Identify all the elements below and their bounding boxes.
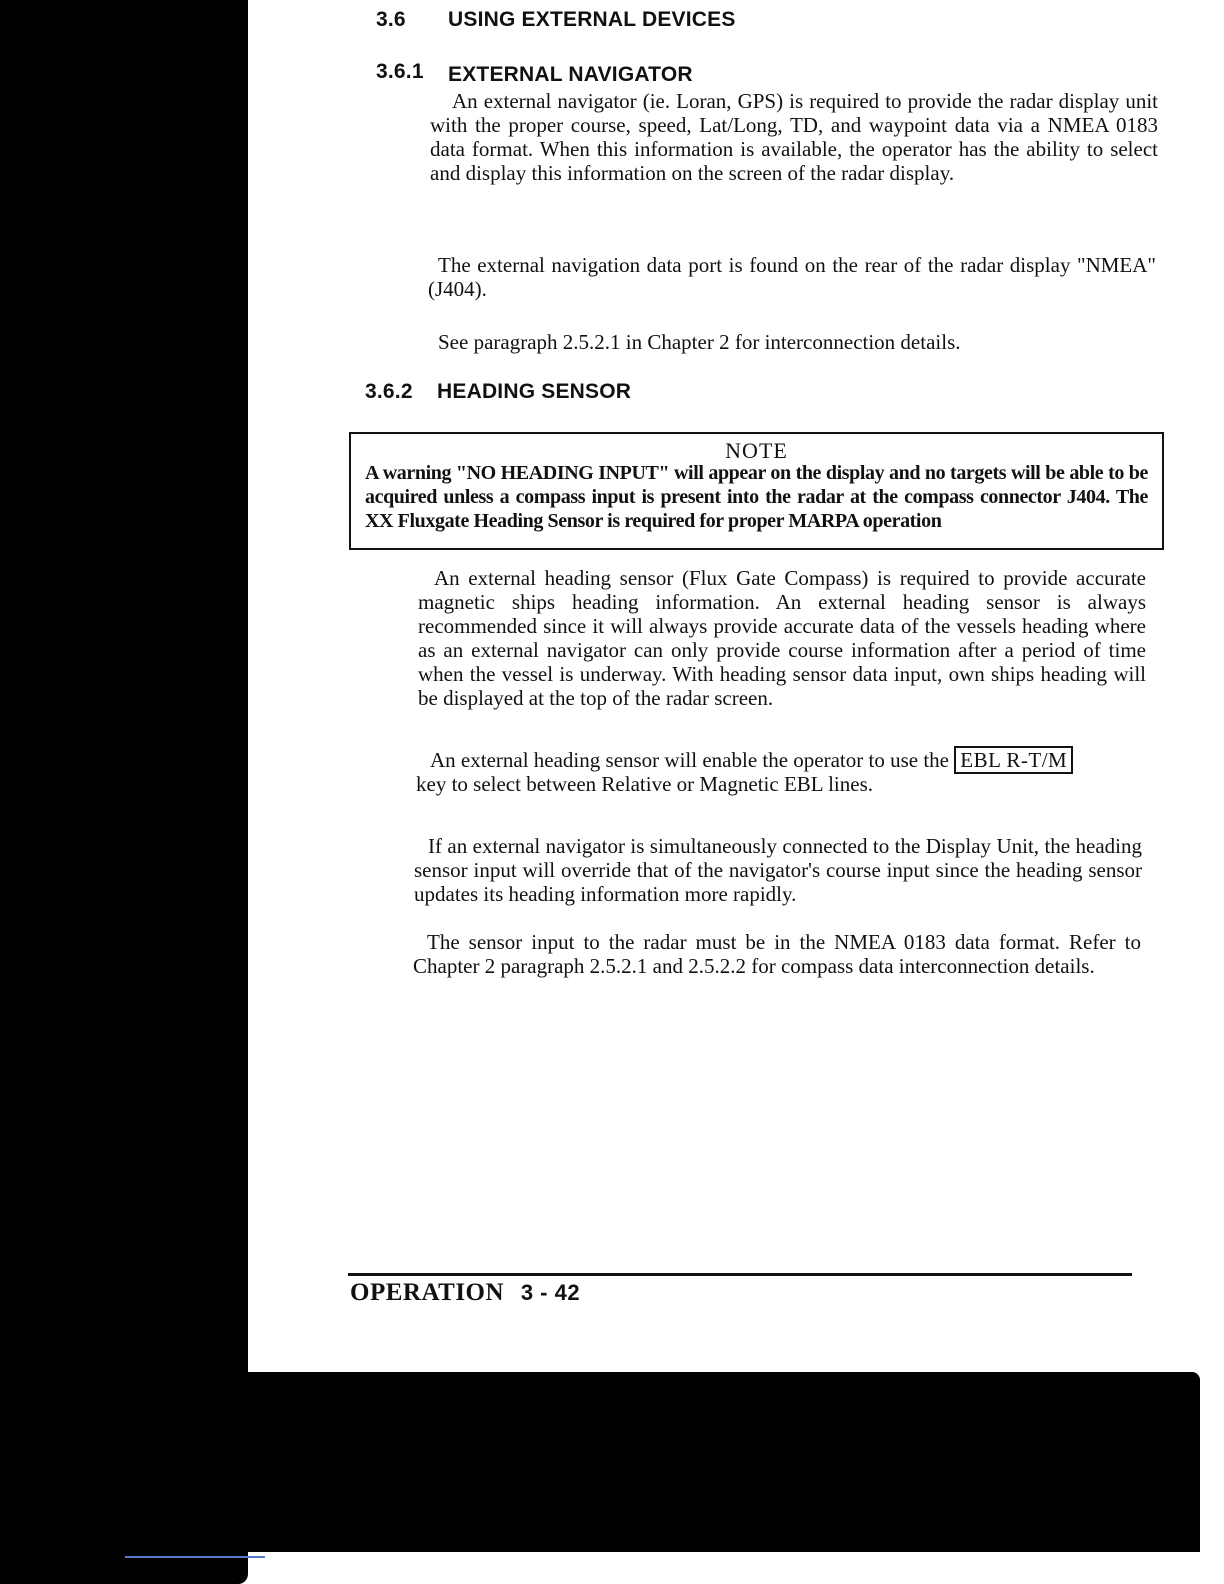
- heading-sensor-paragraph-2-tail: key to select between Relative or Magnetic EBL lines.: [416, 772, 873, 796]
- section-number: 3.6: [376, 8, 406, 31]
- note-text: A warning "NO HEADING INPUT" will appear on the display and no targets will be able to be acquired unless a compass input is present into the radar at the compass connector J404. The XX Fluxgate Heading Sensor is required for proper MARPA operation: [365, 462, 1148, 532]
- scan-edge-line: [125, 1556, 265, 1558]
- ebl-rtm-key: EBL R-T/M: [954, 746, 1073, 774]
- section-heading: [376, 8, 736, 32]
- heading-sensor-paragraph-1: An external heading sensor (Flux Gate Compass) is required to provide accurate magnetic ships heading information. An external heading sensor is always recommended since it will always provide accurate data of the vessels heading where as an external navigator can only provide course information after a period of time when the vessel is underway. With heading sensor data input, own ships heading will be displayed at the top of the radar screen.: [418, 566, 1146, 710]
- heading-sensor-paragraph-3: If an external navigator is simultaneously connected to the Display Unit, the heading sensor input will override that of the navigator's course input since the heading sensor updates its heading information more rapidly.: [414, 834, 1142, 906]
- scan-border-bottom: [0, 1372, 1200, 1552]
- note-title: NOTE: [725, 438, 788, 463]
- section-title: USING EXTERNAL DEVICES: [448, 8, 736, 31]
- subsection-number: 3.6.2: [365, 380, 413, 403]
- scan-border-left: [0, 0, 248, 1584]
- page-footer: [350, 1279, 580, 1307]
- heading-sensor-paragraph-4: The sensor input to the radar must be in the NMEA 0183 data format. Refer to Chapter 2 paragraph 2.5.2.1 and 2.5.2.2 for compass data interconnection details.: [413, 930, 1141, 978]
- external-navigator-paragraph-3: See paragraph 2.5.2.1 in Chapter 2 for interconnection details.: [438, 330, 961, 354]
- heading-sensor-paragraph-2-text: An external heading sensor will enable the operator to use the: [430, 748, 949, 772]
- footer-rule: [348, 1273, 1132, 1276]
- heading-sensor-paragraph-2: [416, 748, 1154, 796]
- subsection-heading-heading-sensor: [365, 380, 632, 404]
- subsection-heading-external-navigator: [376, 60, 693, 86]
- subsection-title: HEADING SENSOR: [437, 380, 632, 403]
- scan-border-corner: [0, 1540, 24, 1584]
- footer-section-label: OPERATION: [350, 1279, 505, 1306]
- external-navigator-paragraph-2: The external navigation data port is found on the rear of the radar display "NMEA" (J404).: [428, 253, 1156, 301]
- external-navigator-paragraph-1: An external navigator (ie. Loran, GPS) is required to provide the radar display unit with the proper course, speed, Lat/Long, TD, and waypoint data via a NMEA 0183 data format. When this information is available, the operator has the ability to select and display this information on the screen of the radar display.: [430, 89, 1158, 185]
- note-box: [349, 432, 1164, 550]
- footer-page-number: 3 - 42: [520, 1280, 581, 1305]
- subsection-title: EXTERNAL NAVIGATOR: [448, 63, 693, 86]
- subsection-number: 3.6.1: [376, 60, 424, 83]
